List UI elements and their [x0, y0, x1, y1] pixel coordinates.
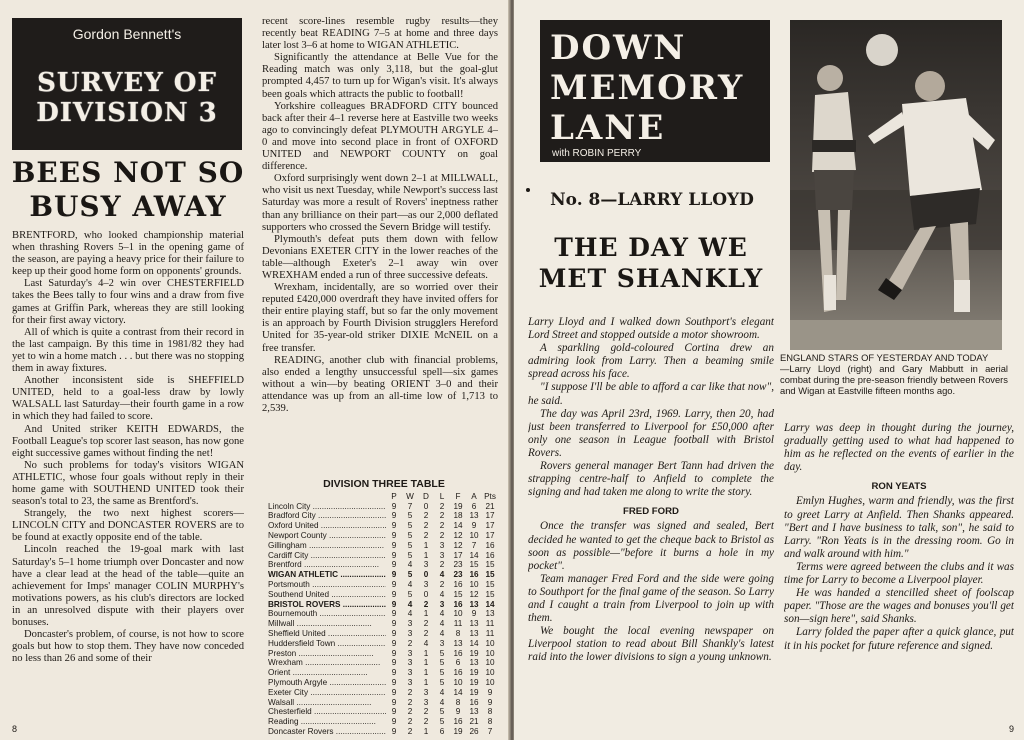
- table-cell: 1: [423, 550, 429, 560]
- table-row: [268, 590, 500, 600]
- table-row: [268, 521, 500, 531]
- paragraph: A sparkling gold-coloured Cortina drew an admiring look from Larry. Then a beaming smile spread across his face.: [528, 342, 774, 381]
- column-header: F: [455, 491, 461, 501]
- paragraph: Larry folded the paper after a quick glance, put it in his pocket for future reference and signed.: [784, 626, 1014, 652]
- table-cell: 5: [439, 658, 445, 668]
- subheading: FRED FORD: [623, 506, 679, 518]
- team-name: Chesterfield .....: [268, 707, 386, 717]
- table-cell: 5: [407, 530, 413, 540]
- table-cell: 5: [439, 717, 445, 727]
- table-cell: 9: [391, 570, 397, 580]
- table-row: [268, 600, 500, 610]
- table-cell: 19: [469, 687, 479, 697]
- feature-headline: [526, 232, 776, 294]
- column-header: Pts: [484, 491, 496, 501]
- team-name: Southend United .....: [268, 590, 386, 600]
- table-cell: 14: [469, 550, 479, 560]
- table-cell: 3: [407, 619, 413, 629]
- table-row: [268, 688, 500, 698]
- table-cell: 2: [423, 521, 429, 531]
- table-cell: 10: [469, 579, 479, 589]
- team-name: Orient .....: [268, 668, 386, 678]
- table-row: [268, 717, 500, 727]
- table-cell: 9: [391, 619, 397, 629]
- team-name: Millwall .....: [268, 619, 386, 629]
- table-cell: 4: [439, 609, 445, 619]
- table-cell: 10: [485, 658, 495, 668]
- table-cell: 13: [469, 511, 479, 521]
- feature-headline-line1: THE DAY WE: [554, 233, 748, 262]
- table-cell: 3: [423, 697, 429, 707]
- paragraph: The day was April 23rd, 1969. Larry, then 20, had just been transferred to Liverpool for £50,000 after only one season in League football with Bristol Rovers.: [528, 407, 774, 459]
- team-name: Sheffield United .....: [268, 629, 386, 639]
- table-cell: 16: [469, 697, 479, 707]
- table-cell: 21: [469, 717, 479, 727]
- team-name: Plymouth Argyle .....: [268, 678, 386, 688]
- header-team: [268, 492, 386, 502]
- table-cell: 26: [469, 726, 479, 736]
- team-name: Oxford United .....: [268, 521, 386, 531]
- table-cell: 23: [453, 570, 463, 580]
- table-cell: 4: [439, 570, 445, 580]
- table-cell: 5: [439, 648, 445, 658]
- feature-column-1: [528, 316, 774, 726]
- table-cell: 8: [487, 717, 493, 727]
- table-header-row: [268, 492, 500, 502]
- table-cell: 16: [453, 599, 463, 609]
- table-cell: 5: [407, 550, 413, 560]
- table-cell: 13: [469, 707, 479, 717]
- headline-line1: BEES NOT SO: [11, 156, 245, 189]
- table-cell: 15: [469, 560, 479, 570]
- table-cell: 11: [485, 619, 495, 629]
- table-cell: 4: [407, 599, 413, 609]
- photo-caption: [780, 352, 1008, 396]
- team-name: Newport County .....: [268, 531, 386, 541]
- table-cell: 9: [487, 687, 493, 697]
- paragraph: Once the transfer was signed and sealed, Bert decided he wanted to get the cheque back to Bristol as soon as possible—"before it burns a hole in my pocket".: [528, 520, 774, 572]
- table-cell: 6: [455, 658, 461, 668]
- paragraph: Larry Lloyd and I walked down Southport's elegant Lord Street and stopped outside a motor showroom.: [528, 316, 774, 342]
- team-name: Portsmouth .....: [268, 580, 386, 590]
- table-title: DIVISION THREE TABLE: [323, 478, 445, 490]
- table-cell: 9: [391, 530, 397, 540]
- column-header: A: [471, 491, 477, 501]
- table-cell: 6: [471, 501, 477, 511]
- table-cell: 3: [407, 677, 413, 687]
- table-row: [268, 551, 500, 561]
- table-cell: 3: [407, 628, 413, 638]
- table-cell: 23: [453, 560, 463, 570]
- feature-column-2: [784, 422, 1014, 728]
- table-cell: 15: [485, 579, 495, 589]
- table-cell: 2: [407, 687, 413, 697]
- page-number: 9: [1008, 724, 1014, 734]
- table-cell: 10: [485, 638, 495, 648]
- table-cell: 5: [439, 668, 445, 678]
- banner-word-memory: MEMORY: [550, 68, 745, 108]
- table-cell: 1: [423, 668, 429, 678]
- table-cell: 7: [471, 540, 477, 550]
- table-cell: 2: [407, 726, 413, 736]
- table-cell: 10: [469, 530, 479, 540]
- paragraph: Larry was deep in thought during the journey, gradually getting used to what had happened to him as he reflected on the events of earlier in the day.: [784, 422, 1014, 474]
- table-cell: 13: [485, 609, 495, 619]
- table-cell: 1: [423, 540, 429, 550]
- headline: [10, 156, 246, 224]
- table-row: [268, 580, 500, 590]
- table-cell: 16: [469, 570, 479, 580]
- table-cell: 13: [469, 628, 479, 638]
- table-cell: 16: [453, 717, 463, 727]
- table-cell: 4: [423, 638, 429, 648]
- team-name: Walsall .....: [268, 698, 386, 708]
- table-cell: 9: [391, 501, 397, 511]
- table-cell: 9: [455, 707, 461, 717]
- table-cell: 19: [469, 668, 479, 678]
- table-cell: 9: [391, 609, 397, 619]
- table-cell: 2: [423, 707, 429, 717]
- table-cell: 2: [439, 501, 445, 511]
- table-cell: 2: [439, 579, 445, 589]
- table-cell: 2: [407, 707, 413, 717]
- table-cell: 16: [453, 648, 463, 658]
- table-cell: 9: [391, 717, 397, 727]
- paragraph: "I suppose I'll be able to afford a car like that now", he said.: [528, 381, 774, 407]
- table-row: [268, 511, 500, 521]
- table-cell: 0: [423, 589, 429, 599]
- caption-body: —Larry Lloyd (right) and Gary Mabbutt in aerial combat during the pre-season friendly between Rovers and Wigan at Eastville fifteen months ago.: [780, 363, 1008, 396]
- table-cell: 2: [439, 511, 445, 521]
- table-cell: 2: [423, 628, 429, 638]
- article-column-1: [12, 230, 244, 735]
- table-cell: 16: [453, 579, 463, 589]
- table-row: [268, 678, 500, 688]
- table-cell: 15: [485, 589, 495, 599]
- banner-word-lane: LANE: [550, 108, 666, 148]
- table-cell: 11: [485, 628, 495, 638]
- table-cell: 10: [485, 668, 495, 678]
- table-cell: 9: [391, 521, 397, 531]
- paragraph: Team manager Fred Ford and the side were going to Southport for the final game of the season. So Larry and I caught a train from Liverpool to join up with them.: [528, 572, 774, 625]
- team-name: BRISTOL ROVERS .....: [268, 600, 386, 610]
- table-cell: 3: [407, 668, 413, 678]
- division-three-table: [268, 480, 500, 737]
- table-cell: 14: [485, 599, 495, 609]
- bullet-dot: [526, 188, 530, 192]
- table-cell: 4: [407, 579, 413, 589]
- table-cell: 14: [469, 638, 479, 648]
- table-cell: 18: [453, 511, 463, 521]
- table-cell: 4: [439, 589, 445, 599]
- table-cell: 17: [485, 511, 495, 521]
- left-page: [0, 0, 510, 740]
- table-cell: 7: [407, 501, 413, 511]
- paragraph: Rovers general manager Bert Tann had driven the strapping centre-half to Anfield to complete the signing and had taken me along to write the story.: [528, 460, 774, 499]
- table-cell: 9: [391, 560, 397, 570]
- table-cell: 8: [455, 697, 461, 707]
- paragraph: BRENTFORD, who looked championship material when thrashing Rovers 5–1 in the opening game of the season, are paying a heavy price for their failure to keep up their good home form on opponents' grounds.: [12, 230, 244, 278]
- table-cell: 2: [423, 511, 429, 521]
- table-cell: 14: [453, 687, 463, 697]
- table-cell: 9: [471, 609, 477, 619]
- paragraph: No such problems for today's visitors WIGAN ATHLETIC, whose four goals without reply in their home game with SOUTHEND UNITED took their season's total to 23, the same as Brentford's.: [12, 459, 244, 508]
- feature-headline-line2: MET SHANKLY: [538, 264, 764, 293]
- table-cell: 12: [469, 589, 479, 599]
- column-header: W: [406, 491, 414, 501]
- table-cell: 11: [453, 619, 463, 629]
- table-cell: 3: [439, 540, 445, 550]
- table-cell: 9: [391, 707, 397, 717]
- table-cell: 2: [439, 560, 445, 570]
- table-cell: 1: [423, 648, 429, 658]
- subheading: RON YEATS: [871, 481, 927, 493]
- table-cell: 1: [423, 726, 429, 736]
- table-cell: 9: [391, 599, 397, 609]
- table-cell: 4: [407, 609, 413, 619]
- table-cell: 15: [453, 589, 463, 599]
- team-name: Bournemouth .....: [268, 609, 386, 619]
- table-cell: 3: [439, 550, 445, 560]
- table-cell: 2: [407, 638, 413, 648]
- table-cell: 9: [391, 511, 397, 521]
- table-cell: 2: [407, 697, 413, 707]
- table-cell: 8: [487, 707, 493, 717]
- paragraph: Emlyn Hughes, warm and friendly, was the first to greet Larry at Anfield. Then Shanks appeared. "Bert and I have business to talk, son", he said to Larry. "Ron Yeats is in the dressing room. Go in and walk around with him.": [784, 495, 1014, 560]
- table-cell: 0: [423, 570, 429, 580]
- column-header: D: [423, 491, 429, 501]
- table-cell: 8: [455, 628, 461, 638]
- paragraph: recent score-lines resemble rugby results—they recently beat READING 7–5 at home and three days later lost 3–6 at home to WIGAN ATHLETIC.: [262, 16, 498, 52]
- table-cell: 19: [453, 501, 463, 511]
- paragraph: Yorkshire colleagues BRADFORD CITY bounced back after their 4–1 reverse here at Eastville two weeks ago to convincingly defeat PLYMOUTH ARGYLE 4–0 and move into second place in front of OXFORD UNITED and NEWPORT COUNTY on goal difference.: [262, 100, 498, 173]
- banner-word-down: DOWN: [550, 28, 687, 68]
- paragraph: READING, another club with financial problems, also ended a lengthy unsuccessful spell—six games without a win—by beating ORIENT 3–0 and their attendance was up from an all-time low of 1,713 to 2,539.: [262, 354, 498, 414]
- team-name: WIGAN ATHLETIC .....: [268, 570, 386, 580]
- table-cell: 17: [485, 521, 495, 531]
- table-row: [268, 727, 500, 737]
- table-cell: 13: [453, 638, 463, 648]
- paragraph: All of which is quite a contrast from their record in the last campaign. By this time in 1981/82 they had yet to win a home match . . . but there was no stopping them in away fixtures.: [12, 326, 244, 375]
- page-number: 8: [12, 724, 18, 734]
- table-row: [268, 639, 500, 649]
- series-title: No. 8—LARRY LLOYD: [550, 190, 754, 210]
- table-cell: 9: [391, 550, 397, 560]
- table-row: [268, 649, 500, 659]
- table-cell: 16: [453, 668, 463, 678]
- table-cell: 2: [423, 619, 429, 629]
- team-name: Bradford City .....: [268, 511, 386, 521]
- table-cell: 4: [439, 628, 445, 638]
- team-name: Brentford .....: [268, 560, 386, 570]
- table-cell: 13: [469, 599, 479, 609]
- team-name: Doncaster Rovers .....: [268, 727, 386, 737]
- banner-title-line1: SURVEY OF: [37, 68, 217, 98]
- survey-banner: [12, 18, 242, 150]
- table-cell: 17: [453, 550, 463, 560]
- column-header: L: [439, 491, 445, 501]
- table-cell: 9: [391, 638, 397, 648]
- table-row: [268, 531, 500, 541]
- table-cell: 7: [487, 726, 493, 736]
- table-cell: 5: [407, 589, 413, 599]
- table-row: [268, 658, 500, 668]
- table-cell: 13: [469, 619, 479, 629]
- table-cell: 2: [423, 717, 429, 727]
- paragraph: Significantly the attendance at Belle Vue for the Reading match was only 3,118, but the goal-glut prompted 4,457 to turn up for Wigan's visit. It's always been goals which attracts the public to football!: [262, 52, 498, 100]
- table-cell: 3: [439, 599, 445, 609]
- football-players-image: [790, 20, 1002, 350]
- table-cell: 0: [423, 501, 429, 511]
- table-row: [268, 560, 500, 570]
- table-row: [268, 541, 500, 551]
- match-photo: [790, 20, 1002, 350]
- paragraph: Plymouth's defeat puts them down with fellow Devonians EXETER CITY in the lower reaches of the table—although Exeter's 2–1 away win over WREXHAM ended a run of three successive defeats.: [262, 233, 498, 281]
- table-row: [268, 609, 500, 619]
- table-cell: 9: [391, 648, 397, 658]
- table-cell: 21: [485, 501, 495, 511]
- paragraph: He was handed a stencilled sheet of foolscap paper. "Those are the wages and bonuses you'll get son—sign here", said Shanks.: [784, 587, 1014, 626]
- table-cell: 9: [391, 579, 397, 589]
- table-cell: 13: [469, 658, 479, 668]
- table-cell: 3: [407, 648, 413, 658]
- paragraph: Last Saturday's 4–2 win over CHESTERFIELD takes the Bees tally to four wins and a draw from five games at Griffin Park, whereas they are still looking for their first away victory.: [12, 278, 244, 326]
- table-cell: 9: [391, 668, 397, 678]
- paragraph: Terms were agreed between the clubs and it was time for Larry to become a Liverpool player.: [784, 560, 1014, 587]
- table-cell: 15: [485, 570, 495, 580]
- table-cell: 5: [407, 570, 413, 580]
- team-name: Huddersfield Town .....: [268, 639, 386, 649]
- table-cell: 17: [485, 530, 495, 540]
- team-name: Cardiff City .....: [268, 551, 386, 561]
- table-cell: 14: [453, 521, 463, 531]
- table-cell: 3: [423, 560, 429, 570]
- table-row: [268, 707, 500, 717]
- team-name: Preston .....: [268, 649, 386, 659]
- table-cell: 10: [453, 677, 463, 687]
- table-cell: 10: [453, 609, 463, 619]
- table-cell: 9: [471, 521, 477, 531]
- table-row: [268, 668, 500, 678]
- table-cell: 9: [391, 628, 397, 638]
- paragraph: Doncaster's problem, of course, is not how to score goals but how to stop them. They have now conceded no less than 26 and some of their: [12, 629, 244, 665]
- table-cell: 3: [423, 579, 429, 589]
- table-cell: 19: [469, 648, 479, 658]
- table-row: [268, 502, 500, 512]
- table-cell: 9: [391, 726, 397, 736]
- table-cell: 6: [439, 726, 445, 736]
- table-cell: 5: [407, 540, 413, 550]
- right-page: [514, 0, 1024, 740]
- table-cell: 9: [391, 677, 397, 687]
- table-cell: 15: [485, 560, 495, 570]
- table-cell: 4: [439, 619, 445, 629]
- table-cell: 3: [407, 658, 413, 668]
- table-cell: 12: [453, 540, 463, 550]
- table-cell: 2: [439, 521, 445, 531]
- team-name: Gillingham .....: [268, 541, 386, 551]
- table-row: [268, 570, 500, 580]
- table-cell: 3: [423, 687, 429, 697]
- table-cell: 5: [439, 707, 445, 717]
- banner-title-line2: DIVISION 3: [36, 98, 218, 128]
- table-cell: 3: [439, 638, 445, 648]
- table-cell: 12: [453, 530, 463, 540]
- paragraph: We bought the local evening newspaper on Liverpool station to read about Bill Shankly's latest raid into the lower divisions to sign a young unknown.: [528, 625, 774, 664]
- table-cell: 16: [485, 550, 495, 560]
- caption-title: ENGLAND STARS OF YESTERDAY AND TODAY: [780, 352, 989, 363]
- paragraph: Wrexham, incidentally, are so worried over their reputed £420,000 overdraft they have invited offers for their entire playing staff, but so far the only movement is an approach by Fourth Division strugglers Hereford United for 35-year-old striker DIXIE McNEIL on a free transfer.: [262, 282, 498, 354]
- table-cell: 5: [439, 677, 445, 687]
- table-cell: 4: [439, 697, 445, 707]
- team-name: Reading .....: [268, 717, 386, 727]
- table-cell: 16: [485, 540, 495, 550]
- down-memory-lane-banner: [540, 20, 770, 162]
- table-cell: 1: [423, 609, 429, 619]
- table-cell: 9: [391, 697, 397, 707]
- table-cell: 5: [407, 521, 413, 531]
- table-row: [268, 698, 500, 708]
- article-column-2: [262, 16, 498, 472]
- table-cell: 5: [407, 511, 413, 521]
- table-cell: 2: [439, 530, 445, 540]
- table-cell: 9: [391, 658, 397, 668]
- table-row: [268, 619, 500, 629]
- table-cell: 9: [487, 697, 493, 707]
- table-cell: 9: [391, 687, 397, 697]
- table-cell: 19: [453, 726, 463, 736]
- author-credit: with ROBIN PERRY: [552, 148, 642, 159]
- table-cell: 10: [485, 648, 495, 658]
- table-cell: 19: [469, 677, 479, 687]
- table-cell: 1: [423, 677, 429, 687]
- table-cell: 2: [423, 599, 429, 609]
- table-cell: 4: [439, 687, 445, 697]
- table-cell: 1: [423, 658, 429, 668]
- table-cell: 10: [485, 677, 495, 687]
- byline: Gordon Bennett's: [72, 26, 182, 42]
- team-name: Exeter City .....: [268, 688, 386, 698]
- paragraph: Another inconsistent side is SHEFFIELD UNITED, held to a goal-less draw by lowly WALSALL last Saturday—their fourth game in a row in which they had failed to score.: [12, 375, 244, 423]
- table-cell: 9: [391, 540, 397, 550]
- paragraph: Oxford surprisingly went down 2–1 at MILLWALL, who visit us next Tuesday, while Newport's success last Saturday was more a result of Rovers' ineptness rather than any brilliance on their part—as our 2,000 deflated supporters who crossed the Severn Bridge will testify.: [262, 173, 498, 233]
- column-header: P: [391, 491, 397, 501]
- team-name: Wrexham .....: [268, 658, 386, 668]
- headline-line2: BUSY AWAY: [29, 190, 227, 223]
- table-cell: 9: [391, 589, 397, 599]
- team-name: Lincoln City .....: [268, 502, 386, 512]
- paragraph: Lincoln reached the 19-goal mark with last Saturday's 5–1 home triumph over Doncaster and now have a clear lead at the head of the table—quite an achievement for Imps' manager COLIN MURPHY's motivations powers, as his club's directors are locked in an unresolved dispute with their players over bonuses.: [12, 544, 244, 628]
- paragraph: And United striker KEITH EDWARDS, the Football League's top scorer last season, has now gone eight successive games without finding the net!: [12, 423, 244, 459]
- table-row: [268, 629, 500, 639]
- table-cell: 2: [407, 717, 413, 727]
- table-cell: 2: [423, 530, 429, 540]
- table-cell: 4: [407, 560, 413, 570]
- paragraph: Strangely, the two next highest scorers—LINCOLN CITY and DONCASTER ROVERS are to be found at exactly opposite end of the table.: [12, 508, 244, 544]
